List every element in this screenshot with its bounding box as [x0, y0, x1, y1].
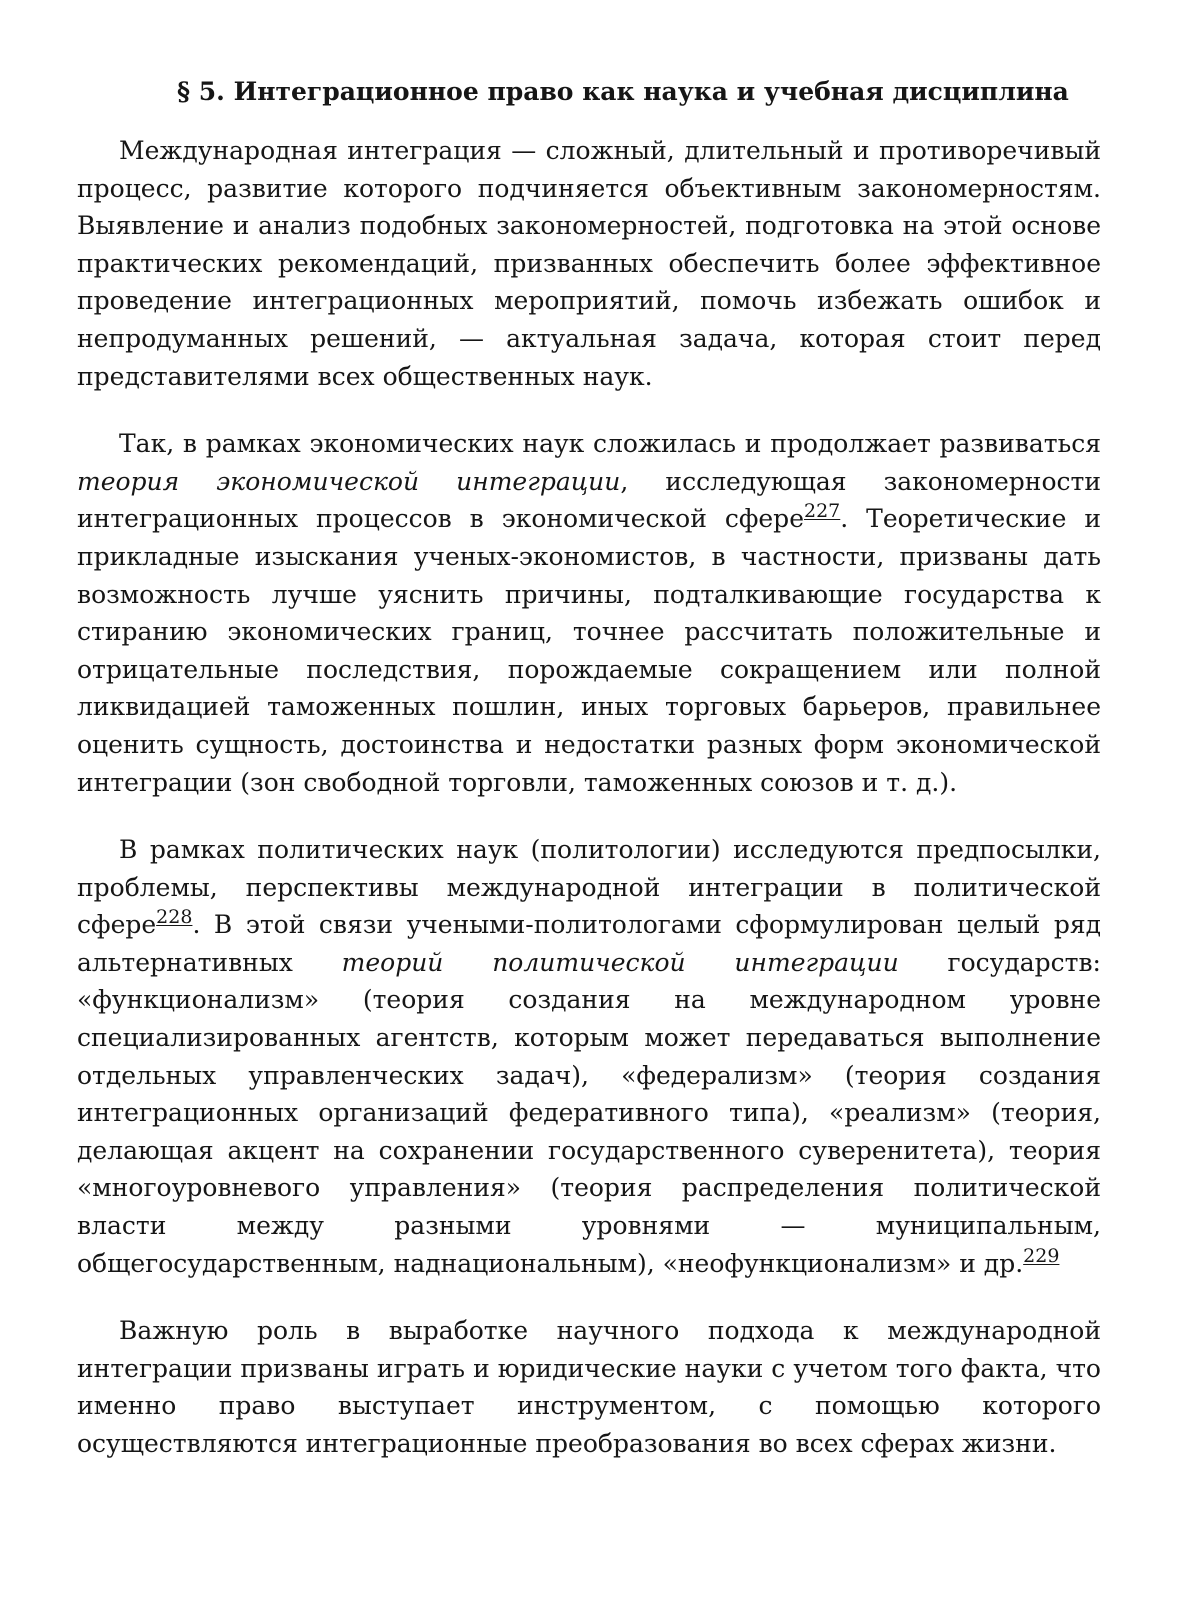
- paragraph-3-text-c: государств: «функционализм» (теория создания на международном уровне специализированных агентств, которым может передаваться выполнение отдельных управленческих задач), «федерализм» (теория создания интеграционных организаций федеративного типа), «реализм» (теория, делающая акцент на сохранении государственного суверенитета), теория «многоуровневого управления» (теория распределения политической власти между разными уровнями — муниципальным, общегосударственным, наднациональным), «неофункционализм» и др.: [77, 947, 1101, 1278]
- paragraph-2-text-a: Так, в рамках экономических наук сложилась и продолжает развиваться: [119, 429, 1101, 459]
- document-page: [77, 72, 1101, 1493]
- paragraph-3-text-b: . В этой связи учеными-политологами сформулирован целый ряд альтернативных: [77, 910, 1101, 977]
- paragraph-2-text-b: , исследующая закономерности интеграционных процессов в экономической сфере: [77, 466, 1101, 534]
- paragraph-4: [77, 1312, 1101, 1462]
- section-heading: § 5. Интеграционное право как наука и учебная дисциплина: [177, 77, 1069, 106]
- paragraph-2-text-c: . Теоретические и прикладные изыскания ученых-экономистов, в частности, призваны дать возможность лучше уяснить причины, подталкивающие государства к стиранию экономических границ, точнее рассчитать положительные и отрицательные последствия, порождаемые сокращением или полной ликвидацией таможенных пошлин, иных торговых барьеров, правильнее оценить сущность, достоинства и недостатки разных форм экономической интеграции (зон свободной торговли, таможенных союзов и т. д.).: [77, 504, 1101, 797]
- footnote-link-227[interactable]: 227: [804, 500, 841, 523]
- paragraph-1: [77, 132, 1101, 395]
- paragraph-3-emphasis: теорий политической интеграции: [341, 947, 899, 977]
- paragraph-2-emphasis: теория экономической интеграции: [77, 466, 621, 496]
- paragraph-4-text: Важную роль в выработке научного подхода к международной интеграции призваны играть и юридические науки с учетом того факта, что именно право выступает инструментом, с помощью которого осуществляются интеграционные преобразования во всех сферах жизни.: [77, 1316, 1101, 1458]
- paragraph-2: [77, 425, 1101, 801]
- paragraph-3-text-a: В рамках политических наук (политологии) исследуются предпосылки, проблемы, перспективы международной интеграции в политической сфере: [77, 835, 1101, 940]
- paragraph-1-text: Международная интеграция — сложный, длительный и противоречивый процесс, развитие которого подчиняется объективным закономерностям. Выявление и анализ подобных закономерностей, подготовка на этой основе практических рекомендаций, призванных обеспечить более эффективное проведение интеграционных мероприятий, помочь избежать ошибок и непродуманных решений, — актуальная задача, которая стоит перед представителями всех общественных наук.: [77, 136, 1101, 391]
- footnote-link-229[interactable]: 229: [1023, 1244, 1060, 1267]
- paragraph-3: [77, 831, 1101, 1282]
- footnote-link-228[interactable]: 228: [156, 906, 193, 929]
